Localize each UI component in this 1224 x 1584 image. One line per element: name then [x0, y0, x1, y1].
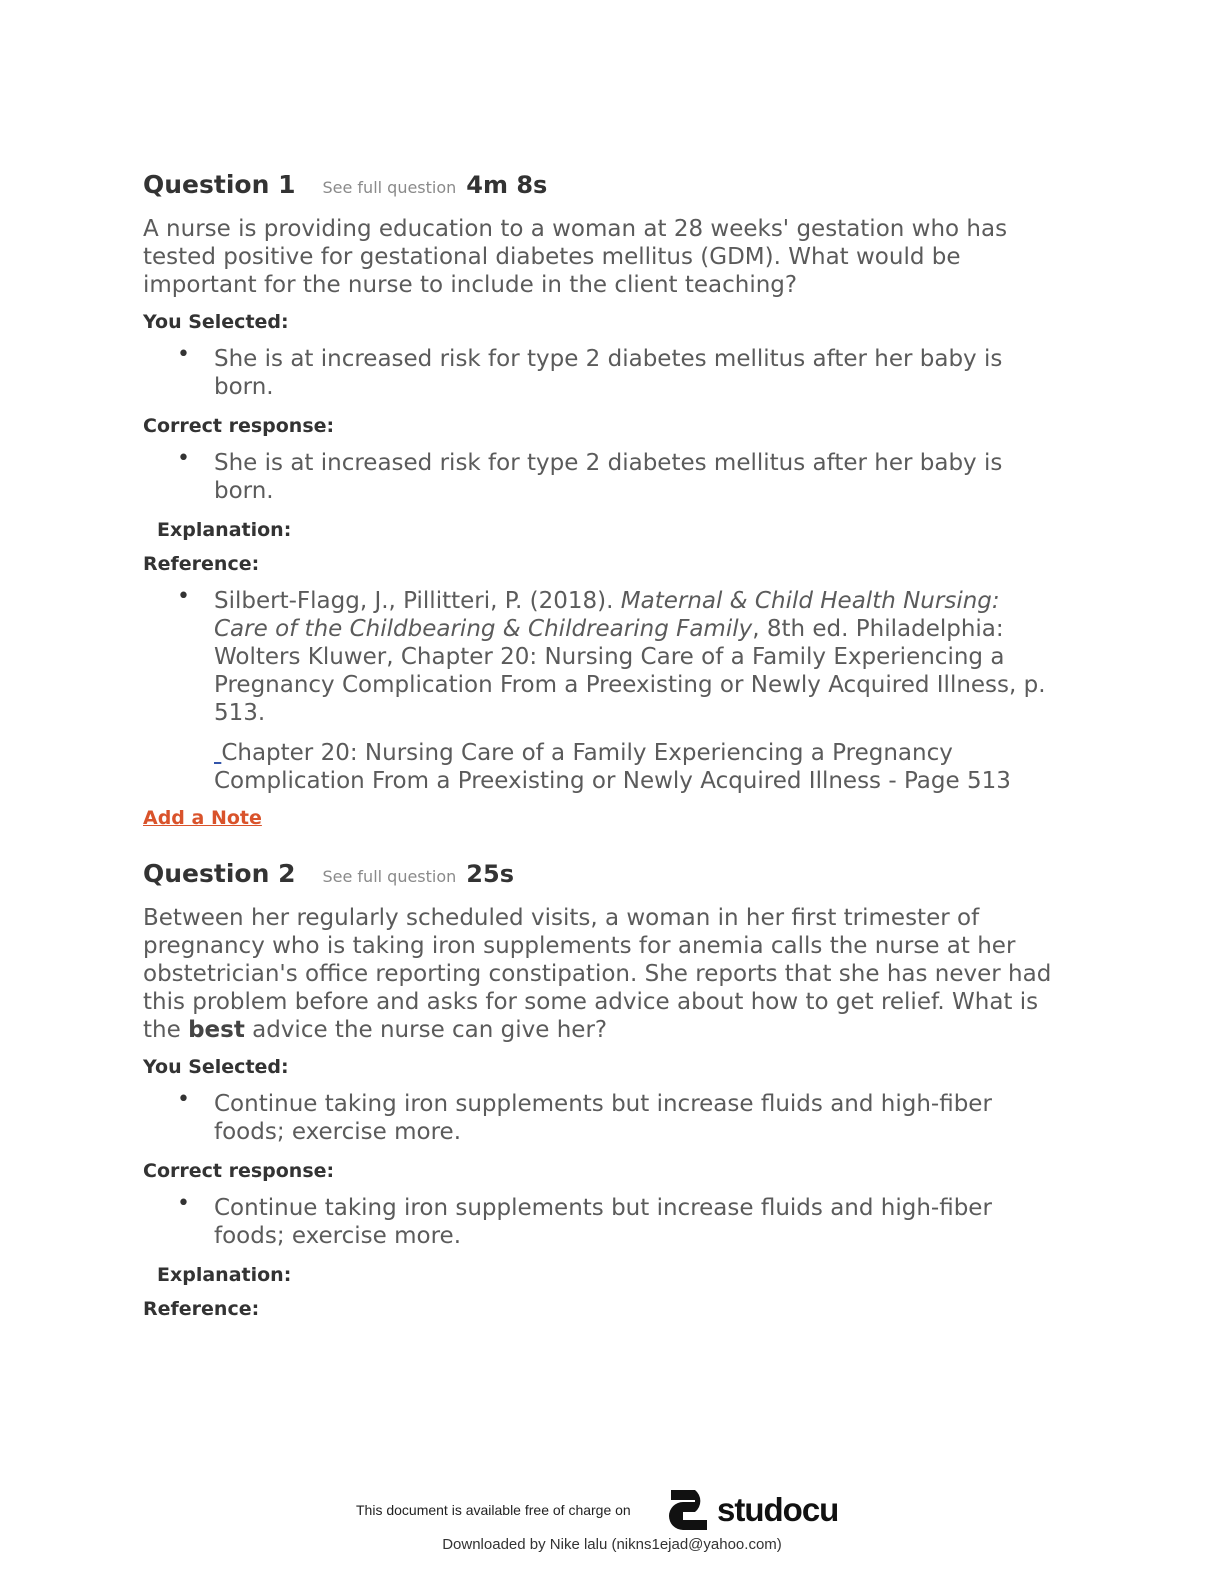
question-text: A nurse is providing education to a woman at 28 weeks' gestation who has tested positive for gestational diabetes mellitus (GDM). What would be important for the nurse to include in the client teaching?	[143, 216, 1008, 298]
correct-answer	[143, 446, 1053, 505]
reference-authors: Silbert-Flagg, J., Pillitteri, P. (2018).	[214, 588, 621, 614]
correct-answer-text: Continue taking iron supplements but increase fluids and high-fiber foods; exercise more.	[214, 1195, 992, 1249]
bullet-icon: •	[177, 1087, 190, 1112]
chapter-link-text[interactable]: Chapter 20: Nursing Care of a Family Experiencing a Pregnancy Complication From a Preexisting or Newly Acquired Illness - Page 513	[214, 740, 1011, 794]
bullet-icon: •	[177, 584, 190, 609]
question-header	[143, 859, 1053, 888]
question-1	[143, 170, 1053, 859]
bullet-icon: •	[177, 446, 190, 471]
question-title: Question 2	[143, 859, 296, 888]
page-footer	[0, 1480, 1224, 1584]
question-2	[143, 859, 1053, 1320]
correct-answer-text: She is at increased risk for type 2 diabetes mellitus after her baby is born.	[214, 450, 1003, 504]
availability-note: This document is available free of charge on	[356, 1502, 631, 1518]
question-text-start: Between her regularly scheduled visits, a woman in her first trimester of pregnancy who is taking iron supplements for anemia calls the nurse at her obstetrician's office reporting constipation. She reports that she has never had this problem before and asks for some advice about how to get relief. What is the	[143, 905, 1052, 1043]
you-selected-label: You Selected:	[143, 1056, 289, 1078]
reference-label: Reference:	[143, 553, 260, 575]
question-text	[143, 904, 1053, 1044]
question-time: 4m 8s	[466, 171, 548, 199]
add-note-link[interactable]: Add a Note	[143, 807, 262, 829]
chapter-link[interactable]	[143, 739, 1053, 795]
studocu-icon	[665, 1486, 713, 1534]
see-full-question-link[interactable]: See full question	[322, 178, 457, 197]
reference-details: , 8th ed. Philadelphia: Wolters Kluwer, Chapter 20: Nursing Care of a Family Experiencing a Pregnancy Complication From a Preexisting or Newly Acquired Illness, p. 513.	[214, 616, 1046, 726]
question-text-emphasis: best	[188, 1017, 245, 1043]
correct-response-label: Correct response:	[143, 415, 335, 437]
correct-answer	[143, 1191, 1053, 1250]
question-time: 25s	[466, 860, 514, 888]
bullet-icon: •	[177, 1191, 190, 1216]
reference-label: Reference:	[143, 1298, 260, 1320]
question-text-end: advice the nurse can give her?	[244, 1017, 608, 1043]
selected-answer-text: Continue taking iron supplements but increase fluids and high-fiber foods; exercise more.	[214, 1091, 992, 1145]
download-attribution: Downloaded by Nike lalu (nikns1ejad@yahoo.com)	[442, 1536, 782, 1553]
selected-answer	[143, 342, 1053, 401]
you-selected-label: You Selected:	[143, 311, 289, 333]
selected-answer	[143, 1087, 1053, 1146]
studocu-wordmark: studocu	[717, 1491, 839, 1528]
quiz-results	[143, 170, 1053, 1332]
question-title: Question 1	[143, 170, 296, 199]
bullet-icon: •	[177, 342, 190, 367]
correct-response-label: Correct response:	[143, 1160, 335, 1182]
explanation-label: Explanation:	[157, 519, 292, 541]
studocu-logo[interactable]	[665, 1486, 838, 1534]
selected-answer-text: She is at increased risk for type 2 diabetes mellitus after her baby is born.	[214, 346, 1003, 400]
explanation-label: Explanation:	[157, 1264, 292, 1286]
reference-book-title: Maternal & Child Health Nursing: Care of the Childbearing & Childrearing Family	[214, 588, 1000, 642]
see-full-question-link[interactable]: See full question	[322, 867, 457, 886]
reference-item	[143, 584, 1053, 727]
question-header	[143, 170, 1053, 199]
